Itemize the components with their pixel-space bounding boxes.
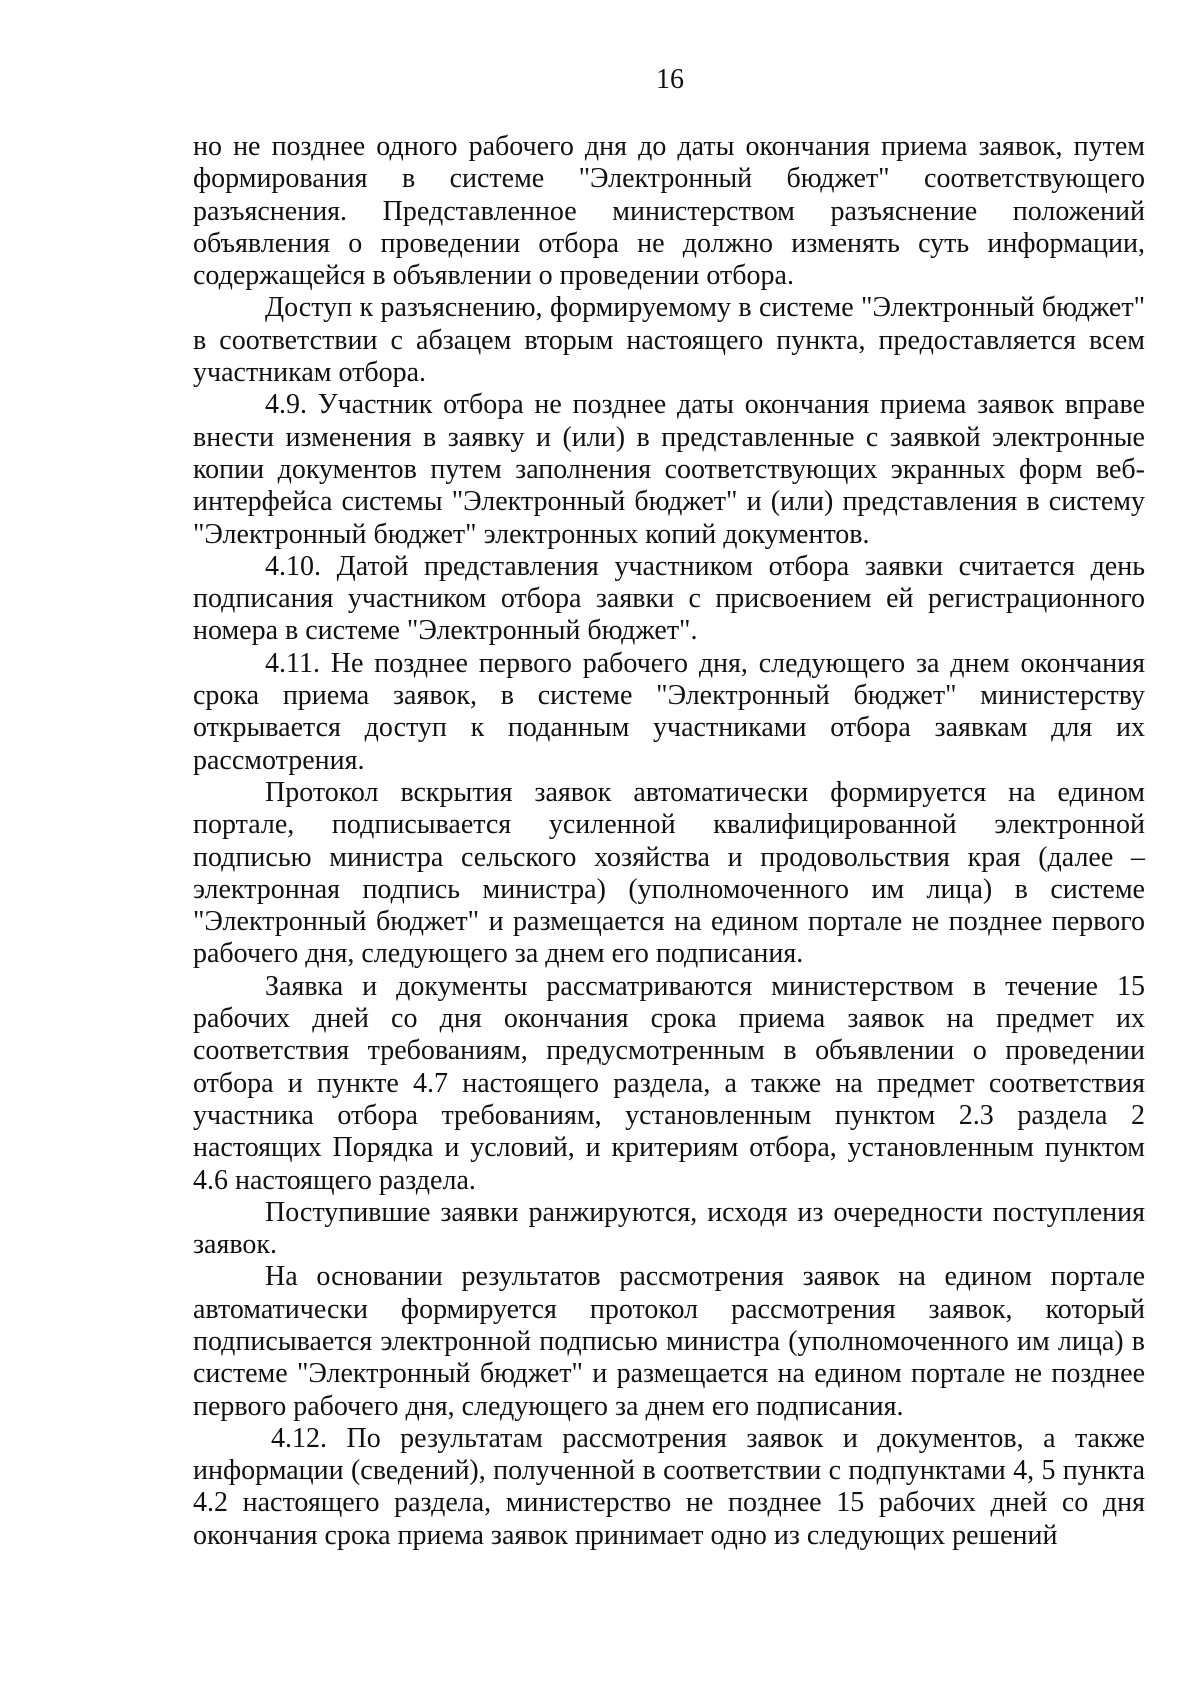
paragraph-ranking: Поступившие заявки ранжируются, исходя из очередности поступления заявок. [193,1196,1145,1261]
paragraph-continuation: но не позднее одного рабочего дня до даты окончания приема заявок, путем формирования в системе "Электронный бюджет" соответствующего разъяснения. Представленное министерством разъяснение положений объявления о проведении отбора не должно изменять суть информации, содержащейся в объявлении о проведении отбора. [193,131,1145,292]
paragraph-access-clarification: Доступ к разъяснению, формируемому в системе "Электронный бюджет" в соответствии с абзацем вторым настоящего пункта, предоставляется всем участникам отбора. [193,292,1145,389]
paragraph-4-10: 4.10. Датой представления участником отбора заявки считается день подписания участником отбора заявки с присвоением ей регистрационного номера в системе "Электронный бюджет". [193,550,1145,647]
paragraph-review-period: Заявка и документы рассматриваются министерством в течение 15 рабочих дней со дня окончания срока приема заявок на предмет их соответствия требованиям, предусмотренным в объявлении о проведении отбора и пункте 4.7 настоящего раздела, а также на предмет соответствия участника отбора требованиям, установленным пунктом 2.3 раздела 2 настоящих Порядка и условий, и критериям отбора, установленным пунктом 4.6 настоящего раздела. [193,970,1145,1196]
paragraph-4-12: 4.12. По результатам рассмотрения заявок и документов, а также информации (сведений), полученной в соответствии с подпунктами 4, 5 пункта 4.2 настоящего раздела, министерство не позднее 15 рабочих дней со дня окончания срока приема заявок принимает одно из следующих решений [193,1422,1145,1551]
page-number: 16 [656,64,684,95]
paragraph-opening-protocol: Протокол вскрытия заявок автоматически формируется на едином портале, подписывается усиленной квалифицированной электронной подписью министра сельского хозяйства и продовольствия края (далее – электронная подпись министра) (уполномоченного им лица) в системе "Электронный бюджет" и размещается на едином портале не позднее первого рабочего дня, следующего за днем его подписания. [193,776,1145,970]
document-body [193,131,1145,1552]
paragraph-4-9: 4.9. Участник отбора не позднее даты окончания приема заявок вправе внести изменения в заявку и (или) в представленные с заявкой электронные копии документов путем заполнения соответствующих экранных форм веб-интерфейса системы "Электронный бюджет" и (или) представления в систему "Электронный бюджет" электронных копий документов. [193,389,1145,550]
paragraph-4-11: 4.11. Не позднее первого рабочего дня, следующего за днем окончания срока приема заявок, в системе "Электронный бюджет" министерству открывается доступ к поданным участниками отбора заявкам для их рассмотрения. [193,647,1145,776]
paragraph-review-protocol: На основании результатов рассмотрения заявок на едином портале автоматически формируется протокол рассмотрения заявок, который подписывается электронной подписью министра (уполномоченного им лица) в системе "Электронный бюджет" и размещается на едином портале не позднее первого рабочего дня, следующего за днем его подписания. [193,1261,1145,1422]
